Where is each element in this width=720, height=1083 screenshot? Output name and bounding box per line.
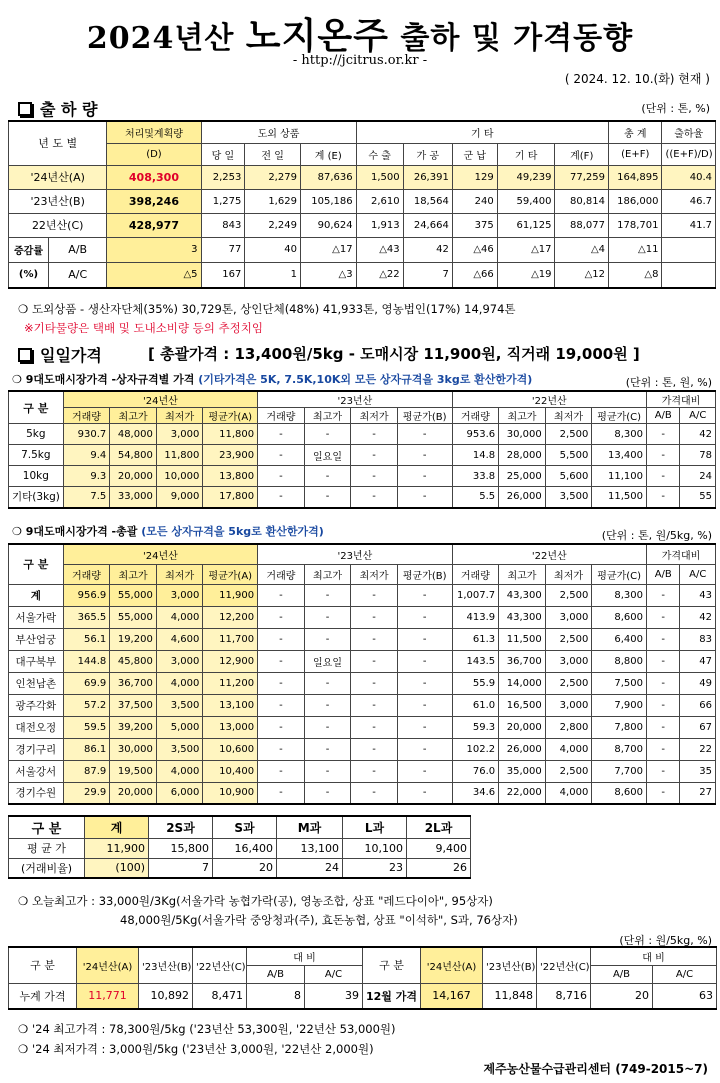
cell: - [304,606,351,628]
cell: 12,200 [203,606,258,628]
cell: - [397,466,452,487]
cell: 144.8 [63,650,110,672]
cell: 36,700 [499,650,546,672]
cell: 87.9 [63,760,110,782]
cell: - [647,628,680,650]
title-main: 노지온주 [245,15,389,57]
cell: 20,000 [499,716,546,738]
checkbox-icon [18,348,32,362]
cell: - [258,738,305,760]
cell: 35 [680,760,716,782]
cumulative-table: 구 분 '24년산(A) '23년산(B) '22년산(C) 대 비 구 분 '24년산(A) '23년산(B) '22년산(C) 대 비 A/B A/C A/B A/C 누계 가격 11,771 10,892 8,471 8 39 12월 가격 14,167 11,848 8,716 20 63 [8,946,717,1010]
cell: - [258,716,305,738]
cell: - [397,445,452,466]
cell: 102.2 [452,738,499,760]
cell: 10,400 [203,760,258,782]
cell: 55,000 [110,584,157,606]
cell: 2,500 [545,584,592,606]
shipment-heading: 출 하 량 [18,97,98,120]
cell: 9,000 [156,487,203,508]
cell: - [647,760,680,782]
cell: - [397,650,452,672]
shipment-unit: (단위 : 톤, %) [641,102,710,115]
sec2-unit: (단위 : 톤, 원/5kg, %) [601,529,712,542]
cell: 4,000 [156,760,203,782]
title-suffix: 출하 및 가격동향 [388,21,634,56]
season-min: ❍ '24 최저가격 : 3,000원/5kg ('23년산 3,000원, '22년산 2,000원) [18,1042,374,1056]
cell: 17,800 [203,487,258,508]
cell: 61.3 [452,628,499,650]
cell: 2,500 [545,760,592,782]
cell: - [397,487,452,508]
cell: 2,500 [545,628,592,650]
cell: 30,000 [110,738,157,760]
table-row [9,424,716,445]
daily-heading: 일일가격 [18,343,102,366]
table-row: 22년산(C) 428,977 843 2,249 90,624 1,913 24,664 375 61,125 88,077 178,701 41.7 [9,213,716,237]
cell: - [258,672,305,694]
table-row: '24년산(A) 408,300 2,253 2,279 87,636 1,500 26,391 129 49,239 77,259 164,895 40.4 [9,165,716,189]
cumul-unit: (단위 : 원/5kg, %) [619,934,712,947]
cell: 55,000 [110,606,157,628]
cell: 49 [680,672,716,694]
cell: 5.5 [452,487,499,508]
cell: 22,000 [499,782,546,804]
cell: - [397,738,452,760]
cell: 24 [680,466,716,487]
cell: 16,500 [499,694,546,716]
cell: 5,500 [545,445,592,466]
cell: - [258,606,305,628]
col-plan: 처리및계획량 [107,121,201,143]
cell: 30,000 [499,424,546,445]
cell: 2,800 [545,716,592,738]
cell: - [351,424,398,445]
col-outer: 도외 상품 [201,121,356,143]
cell: 2,500 [545,672,592,694]
cell: - [647,694,680,716]
cell: - [351,650,398,672]
cell: - [304,487,351,508]
cell: - [351,606,398,628]
cell: 56.1 [63,628,110,650]
table-row [9,628,716,650]
cell: 8,600 [592,606,647,628]
cell: 1,007.7 [452,584,499,606]
cell: 2,500 [545,424,592,445]
cell: 36,700 [110,672,157,694]
cell: - [397,760,452,782]
cell: - [647,424,680,445]
title-prefix: 2024년산 [86,21,246,56]
cell: - [304,738,351,760]
cell: 9.4 [63,445,110,466]
cell: - [647,672,680,694]
col-total: 총 계 [609,121,662,143]
cell: 34.6 [452,782,499,804]
cell: 42 [680,606,716,628]
cell: - [258,628,305,650]
cell: - [647,650,680,672]
cell: - [397,628,452,650]
cell: - [351,738,398,760]
cell: 54,800 [110,445,157,466]
cell: 59.5 [63,716,110,738]
row-label: 경기수원 [9,782,64,804]
cell: 4,000 [156,606,203,628]
cell: - [258,487,305,508]
cell: - [647,782,680,804]
cell: 일요일 [304,650,351,672]
cell: 7.5 [63,487,110,508]
report-date: ( 2024. 12. 10.(화) 현재 ) [564,72,710,86]
cell: 76.0 [452,760,499,782]
cell: 365.5 [63,606,110,628]
cell: 10,600 [203,738,258,760]
cell: 9.3 [63,466,110,487]
cell: 4,000 [545,738,592,760]
daily-summary: [ 총괄가격 : 13,400원/5kg - 도매시장 11,900원, 직거래 19,000원 ] [148,345,640,363]
cell: 37,500 [110,694,157,716]
cell: - [351,584,398,606]
cell: - [304,628,351,650]
cell: 4,000 [545,782,592,804]
col-year: 년 도 별 [9,121,107,165]
cell: - [397,672,452,694]
col-rate: 출하율 [662,121,716,143]
checkbox-icon [18,102,32,116]
site-url[interactable]: - http://jcitrus.or.kr - [292,53,428,68]
cell: - [351,716,398,738]
cell: 13,100 [203,694,258,716]
cell: 45,800 [110,650,157,672]
cell: 7,700 [592,760,647,782]
cell: - [397,424,452,445]
cell: - [304,760,351,782]
table-row [9,466,716,487]
today-max-2: 48,000원/5Kg(서울가락 중앙청과(주), 효돈농협, 상표 "이석하", S과, 76상자) [120,913,518,927]
cell: 13,000 [203,716,258,738]
sec1-unit: (단위 : 톤, 원, %) [625,376,712,389]
center-contact: 제주농산물수급관리센터 (749-2015~7) [483,1062,708,1076]
cell: 8,800 [592,650,647,672]
row-label: 부산엄궁 [9,628,64,650]
cell: - [351,782,398,804]
table-row [9,650,716,672]
sec2-title: ❍ 9대도매시장가격 -총괄 (모든 상자규격을 5kg로 환산한가격) [12,525,324,538]
table-row: '23년산(B) 398,246 1,275 1,629 105,186 2,610 18,564 240 59,400 80,814 186,000 46.7 [9,189,716,213]
cell: 953.6 [452,424,499,445]
cell: 6,400 [592,628,647,650]
today-max-1: ❍ 오늘최고가 : 33,000원/3Kg(서울가락 농협가락(공), 영농조합, 상표 "레드다이아", 95상자) [18,894,493,908]
cell: 22 [680,738,716,760]
cell: 39,200 [110,716,157,738]
cell: - [397,694,452,716]
cell: - [351,760,398,782]
cell: 5,600 [545,466,592,487]
cell: 26,000 [499,487,546,508]
cell: 14,000 [499,672,546,694]
row-label: 기타(3kg) [9,487,64,508]
cell: 3,500 [545,487,592,508]
row-label: 계 [9,584,64,606]
cell: 59.3 [452,716,499,738]
cell: 83 [680,628,716,650]
col-other: 기 타 [356,121,608,143]
cell: 3,000 [156,650,203,672]
table-row [9,584,716,606]
cell: 3,000 [545,650,592,672]
cell: - [258,424,305,445]
cell: 5,000 [156,716,203,738]
cell: 3,000 [545,606,592,628]
cell: 11,500 [592,487,647,508]
cell: 43 [680,584,716,606]
cell: - [351,628,398,650]
row-label: 대구북부 [9,650,64,672]
cell: - [258,584,305,606]
cell: - [397,782,452,804]
cell: - [647,487,680,508]
cell: - [304,782,351,804]
cell: - [304,672,351,694]
cell: 25,000 [499,466,546,487]
cell: 일요일 [304,445,351,466]
cell: 42 [680,424,716,445]
cell: 11,200 [203,672,258,694]
cell: - [304,424,351,445]
cell: 35,000 [499,760,546,782]
table-row [9,782,716,804]
row-label: 5kg [9,424,64,445]
cell: 78 [680,445,716,466]
cell: 11,700 [203,628,258,650]
cell: 13,400 [592,445,647,466]
cell: 26,000 [499,738,546,760]
cell: 28,000 [499,445,546,466]
cell: 20,000 [110,782,157,804]
shipment-table: 년 도 별 처리및계획량 도외 상품 기 타 총 계 출하율 (D) 당 일 전 일 계 (E) 수 출 가 공 군 납 기 타 계(F) (E+F) ((E+F)/D) '24년산(A) 408,300 2,253 2,279 87,636 1,500 26,391 129 49,239 77,259 164,895 40.4 '23년산(B) 398,246 1,275 1,629 105,186 2,610 18,564 240 59,400 80,814 186,000 46.7 22년산(C) 428,977 843 2,249 90,624 1,913 24,664 375 61,125 88,077 178,701 41.7 증감률 A/B 3 77 40 △17 △43 42 △46 △17 △4 △11 (%) A/C △5 167 1 △3 △22 7 △66 △19 △12 △8 [8,120,716,289]
cell: 86.1 [63,738,110,760]
cell: 11,800 [203,424,258,445]
cell: 10,900 [203,782,258,804]
cell: 57.2 [63,694,110,716]
row-label: 광주각화 [9,694,64,716]
cell: 23,900 [203,445,258,466]
cell: 7,500 [592,672,647,694]
cell: 3,500 [156,694,203,716]
cell: - [258,466,305,487]
cell: - [258,782,305,804]
table-row [9,606,716,628]
cell: 47 [680,650,716,672]
cell: 143.5 [452,650,499,672]
cell: 55.9 [452,672,499,694]
cell: 413.9 [452,606,499,628]
size-price-table: 구 분 '24년산 '23년산 '22년산 가격대비 거래량 최고가 최저가 평균가(A) 거래량 최고가 최저가 평균가(B) 거래량 최고가 최저가 평균가(C) A/B A/C 5kg 930.7 48,000 3,000 11,800 - - - - 953.6 30,000 2,500 8,300 - 42 7.5kg 9.4 54,800 11,800 23,900 - 일요일 - - 14.8 28,000 5,500 13,400 - 78 10kg 9.3 20,000 10,000 13,800 - - - - 33.8 25,000 5,600 11,100 - 24 기타(3kg) 7.5 33,000 9,000 17,800 - - - - 5.5 26,000 3,500 11,500 - 55 [8,390,716,509]
row-label: 경기구리 [9,738,64,760]
table-row: 증감률 A/B 3 77 40 △17 △43 42 △46 △17 △4 △11 [9,237,716,262]
cell: - [258,445,305,466]
cell: 29.9 [63,782,110,804]
page-title [0,8,720,59]
table-row [9,738,716,760]
table-row: (%) A/C △5 167 1 △3 △22 7 △66 △19 △12 △8 [9,262,716,288]
cell: - [304,694,351,716]
note-outer: ❍ 도외상품 - 생산자단체(35%) 30,729톤, 상인단체(48%) 41,933톤, 영농법인(17%) 14,974톤 [18,302,516,316]
table-row [9,445,716,466]
cell: 8,300 [592,424,647,445]
cell: 930.7 [63,424,110,445]
cell: 61.0 [452,694,499,716]
cell: - [647,466,680,487]
cell: - [647,445,680,466]
cell: - [351,487,398,508]
table-row [9,716,716,738]
row-label: 대전오정 [9,716,64,738]
cell: 8,600 [592,782,647,804]
cell: - [397,584,452,606]
cell: 7,800 [592,716,647,738]
cell: - [304,466,351,487]
cell: 33,000 [110,487,157,508]
cell: 27 [680,782,716,804]
table-row [9,672,716,694]
cell: - [351,466,398,487]
cell: - [258,650,305,672]
cell: - [258,760,305,782]
sec1-title: ❍ 9대도매시장가격 -상자규격별 가격 (기타가격은 5K, 7.5K,10K외 모든 상자규격을 3kg로 환산한가격) [12,373,533,386]
cell: - [351,672,398,694]
cell: 20,000 [110,466,157,487]
cell: - [647,606,680,628]
cell: 3,000 [156,424,203,445]
row-label: 서울강서 [9,760,64,782]
cell: 66 [680,694,716,716]
row-label: 서울가락 [9,606,64,628]
cell: 956.9 [63,584,110,606]
cell: 19,500 [110,760,157,782]
cell: - [397,606,452,628]
cell: 19,200 [110,628,157,650]
cell: - [397,716,452,738]
cell: 13,800 [203,466,258,487]
cell: 33.8 [452,466,499,487]
total-price-table: 구 분 '24년산 '23년산 '22년산 가격대비 거래량 최고가 최저가 평균가(A) 거래량 최고가 최저가 평균가(B) 거래량 최고가 최저가 평균가(C) A/B A/C 계 956.9 55,000 3,000 11,900 - - - - 1,007.7 43,300 2,500 8,300 - 43 서울가락 365.5 55,000 4,000 12,200 - - - - 413.9 43,300 3,000 8,600 - 42 부산엄궁 56.1 19,200 4,600 11,700 - - - - 61.3 11,500 2,500 6,400 - 83 대구북부 144.8 45,800 3,000 12,900 - 일요일 - - 143.5 36,700 3,000 8,800 - 47 인천남촌 69.9 36,700 4,000 11,200 - - - - 55.9 14,000 2,500 7,500 - 49 광주각화 57.2 37,500 3,500 13,100 - - - - 61.0 16,500 3,000 7,900 - 66 대전오정 59.5 39,200 5,000 13,000 - - - - 59.3 20,000 2,800 7,800 - 67 경기구리 86.1 30,000 3,500 10,600 - - - - 102.2 26,000 4,000 8,700 - 22 서울강서 87.9 19,500 4,000 10,400 - - - - 76.0 35,000 2,500 7,700 - 35 경기수원 29.9 20,000 6,000 10,900 - - - - 34.6 22,000 4,000 8,600 - 27 [8,543,716,805]
season-max: ❍ '24 최고가격 : 78,300원/5kg ('23년산 53,300원, '22년산 53,000원) [18,1022,396,1036]
cell: 4,000 [156,672,203,694]
cell: 3,000 [545,694,592,716]
cell: - [647,738,680,760]
row-label: 10kg [9,466,64,487]
cell: 6,000 [156,782,203,804]
cell: - [351,445,398,466]
note-other: ※기타물량은 택배 및 도내소비량 등의 추정치임 [24,321,263,335]
cell: 48,000 [110,424,157,445]
cell: 7,900 [592,694,647,716]
cell: - [647,584,680,606]
row-label: 인천남촌 [9,672,64,694]
cell: 43,300 [499,606,546,628]
cell: 43,300 [499,584,546,606]
table-row [9,487,716,508]
table-row [9,760,716,782]
grade-table: 구 분 계 2S과 S과 M과 L과 2L과 평 균 가 11,900 15,800 16,400 13,100 10,100 9,400 (거래비율) (100) 7 20 24 23 26 [8,815,471,879]
cell: 14.8 [452,445,499,466]
cell: 11,100 [592,466,647,487]
cell: 4,600 [156,628,203,650]
cell: - [351,694,398,716]
cell: 11,900 [203,584,258,606]
cell: 11,800 [156,445,203,466]
cell: - [647,716,680,738]
cell: 3,500 [156,738,203,760]
cell: 69.9 [63,672,110,694]
cell: - [304,716,351,738]
cell: 67 [680,716,716,738]
cell: 12,900 [203,650,258,672]
cell: 55 [680,487,716,508]
cell: - [304,584,351,606]
cell: 3,000 [156,584,203,606]
cell: 8,700 [592,738,647,760]
table-row [9,694,716,716]
cell: - [258,694,305,716]
cell: 11,500 [499,628,546,650]
cell: 8,300 [592,584,647,606]
row-label: 7.5kg [9,445,64,466]
cell: 10,000 [156,466,203,487]
